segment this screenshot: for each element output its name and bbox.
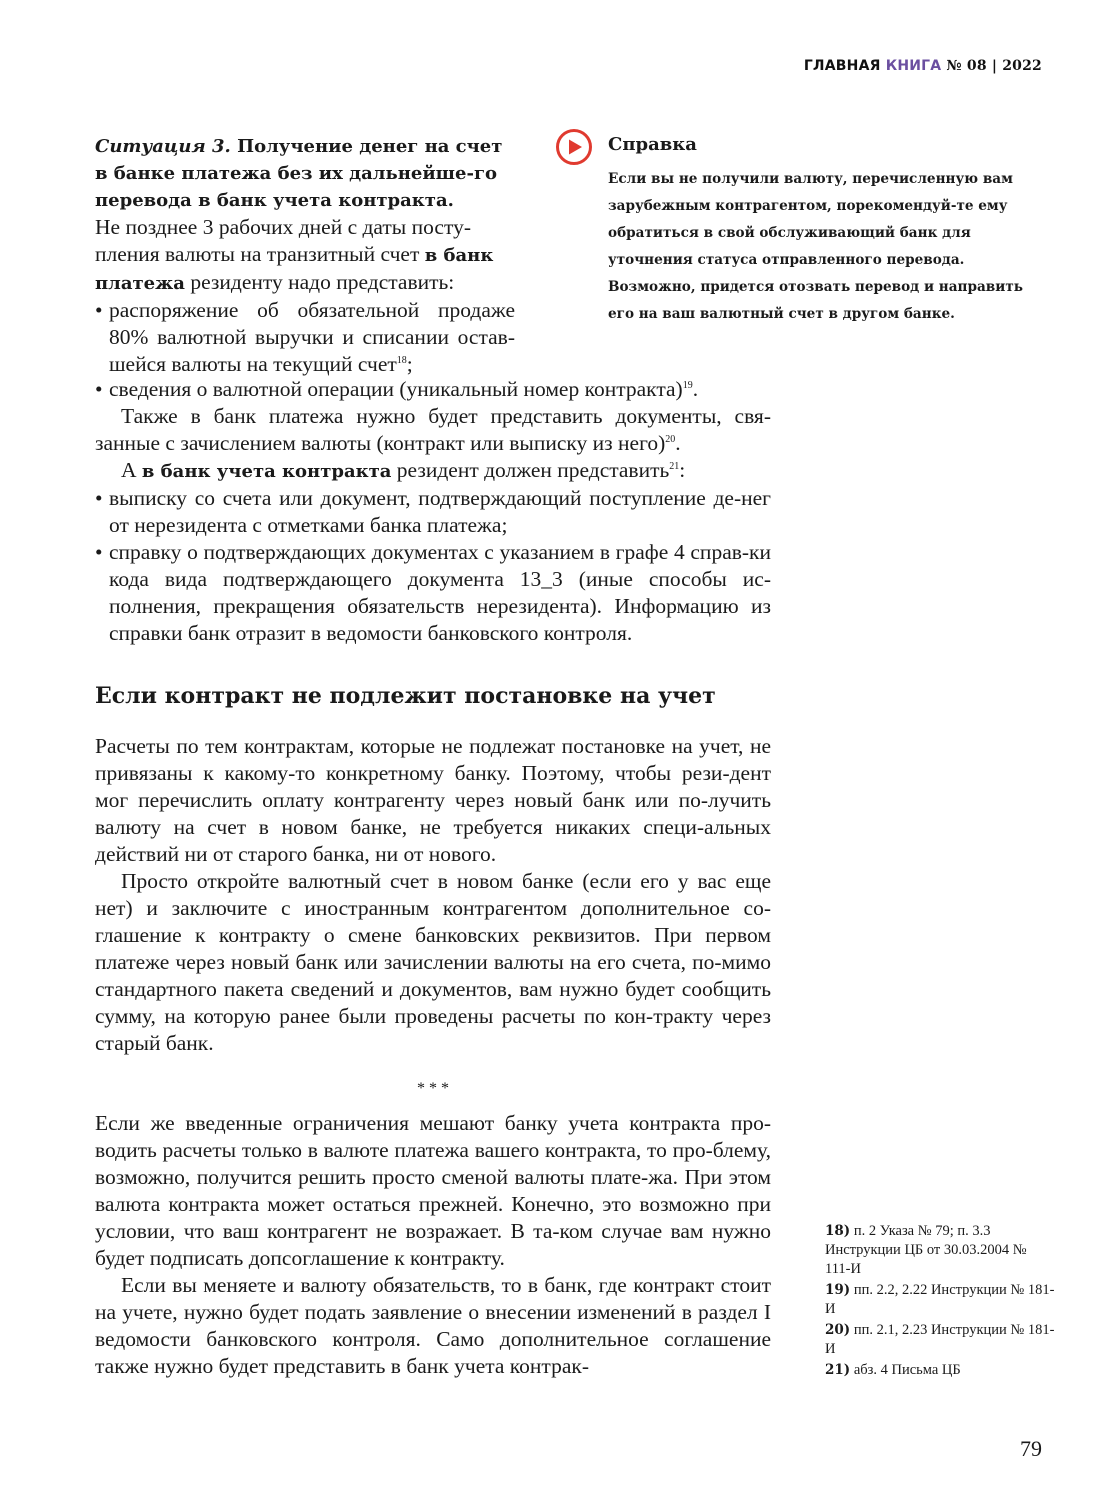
section-body xyxy=(95,733,771,1057)
list-item: • выписку со счета или документ, подтверждающий поступление де-нег от нерезидента с отметками банка платежа; xyxy=(95,485,771,539)
paragraph-text: резидент должен представить xyxy=(391,458,670,482)
paragraph-docs xyxy=(95,403,771,457)
list-item: • справку о подтверждающих документах с указанием в графе 4 справ-ки кода вида подтверждающего документа 13_3 (иные способы ис-полнения, прекращения обязательств нерезидента). Информацию из справки банк отразит в ведомости банковского контроля. xyxy=(95,539,771,647)
paragraph: Расчеты по тем контрактам, которые не подлежат постановке на учет, не привязаны к какому-то конкретному банку. Поэтому, чтобы рези-дент мог перечислить оплату контрагенту через новый банк или по-лучить валюту на счет в новом банке, не требуется никаких специ-альных действий ни от старого банка, ни от нового. xyxy=(95,734,771,866)
footnote-number: 21) xyxy=(825,1362,851,1378)
footnote-ref: 20 xyxy=(665,433,676,445)
footnote-text: пп. 2.1, 2.23 Инструкции № 181-И xyxy=(825,1322,1055,1357)
punct: . xyxy=(692,377,699,401)
magazine-header xyxy=(804,58,1042,74)
paragraph-text: Также в банк платежа нужно будет представить документы, свя-занные с зачислением валюты (контракт или выписку из него) xyxy=(95,404,771,455)
situation-label: Ситуация 3. xyxy=(95,136,231,157)
main-continuation xyxy=(95,376,771,647)
paragraph-contract-bank xyxy=(95,457,771,485)
paragraph: Просто откройте валютный счет в новом банке (если его у вас еще нет) и заключите с иностранным контрагентом дополнительное со-глашение к контракту о смене банковских реквизитов. При первом платеже через новый банк или зачислении валюты на его счета, по-мимо стандартного пакета сведений и документов, вам нужно будет сообщить сумму, на которую ранее были проведены расчеты по кон-тракту через старый банк. xyxy=(95,869,771,1055)
play-circle-icon xyxy=(555,128,593,166)
list-item-text: распоряжение об обязательной продаже 80% валютной выручки и списании остав-шейся валюты на текущий счет xyxy=(109,298,515,376)
section-separator: * * * xyxy=(417,1080,449,1097)
footnote-text: п. 2 Указа № 79; п. 3.3 Инструкции ЦБ от 30.03.2004 № 111-И xyxy=(825,1223,1027,1277)
footnote xyxy=(825,1222,1055,1279)
brand-name-part2: КНИГА xyxy=(885,58,942,74)
footnote-ref: 21 xyxy=(669,460,680,472)
closing-body xyxy=(95,1110,771,1380)
footnote-text: абз. 4 Письма ЦБ xyxy=(853,1362,961,1378)
footnote xyxy=(825,1281,1055,1319)
footnote-number: 20) xyxy=(825,1322,851,1338)
footnote xyxy=(825,1321,1055,1359)
paragraph: Если же введенные ограничения мешают банку учета контракта про-водить расчеты только в валюте платежа вашего контракта, то про-блему, возможно, получится решить просто сменой валюты плате-жа. При этом валюта контракта может остаться прежней. Конечно, это возможно при условии, что ваш контрагент не возражает. В та-ком случае вам нужно будет подписать допсоглашение к контракту. xyxy=(95,1111,771,1270)
intro-text: Не позднее 3 рабочих дней с даты посту-пления валюты на транзитный счет xyxy=(95,215,471,266)
footnote-ref: 18 xyxy=(396,354,407,366)
brand-name-part1: ГЛАВНАЯ xyxy=(803,58,881,74)
footnote-number: 18) xyxy=(825,1223,851,1239)
list-item xyxy=(95,297,515,378)
page-number: 79 xyxy=(1020,1436,1042,1461)
intro-text-end: резиденту надо представить: xyxy=(184,270,455,294)
bold-phrase: в банк учета контракта xyxy=(141,461,392,482)
paragraph-text: А xyxy=(121,458,142,482)
intro-bold: в банк платежа xyxy=(95,245,494,294)
note-title: Справка xyxy=(608,134,697,155)
footnote-ref: 19 xyxy=(682,379,693,391)
punct: ; xyxy=(406,352,413,376)
situation-heading: Получение денег на счет в банке платежа без их дальнейше-го перевода в банк учета контракта. xyxy=(95,136,503,211)
list-item-text: сведения о валютной операции (уникальный номер контракта) xyxy=(109,377,683,401)
issue-number: № 08 | 2022 xyxy=(946,58,1042,74)
section-heading: Если контракт не подлежит постановке на учет xyxy=(95,683,716,709)
situation-block xyxy=(95,133,515,378)
payment-bank-list-cont xyxy=(95,376,771,403)
situation-intro xyxy=(95,214,515,297)
punct: . xyxy=(675,431,681,455)
payment-bank-list xyxy=(95,297,515,378)
footnotes xyxy=(825,1222,1055,1382)
footnote-text: пп. 2.2, 2.22 Инструкции № 181-И xyxy=(825,1282,1055,1317)
footnote xyxy=(825,1361,1055,1380)
footnote-number: 19) xyxy=(825,1282,851,1298)
note-body: Если вы не получили валюту, перечисленную вам зарубежным контрагентом, порекомендуй-те ему обратиться в свой обслуживающий банк для уточнения статуса отправленного перевода. Возможно, придется отозвать перевод и направить его на ваш валютный счет в другом банке. xyxy=(608,171,1023,322)
situation-title xyxy=(95,133,515,214)
list-item xyxy=(95,376,771,403)
contract-bank-list xyxy=(95,485,771,647)
paragraph: Если вы меняете и валюту обязательств, то в банк, где контракт стоит на учете, нужно будет подать заявление о внесении изменений в раздел I ведомости банковского контроля. Само дополнительное соглашение также нужно будет представить в банк учета контрак- xyxy=(95,1273,771,1378)
punct: : xyxy=(679,458,686,482)
